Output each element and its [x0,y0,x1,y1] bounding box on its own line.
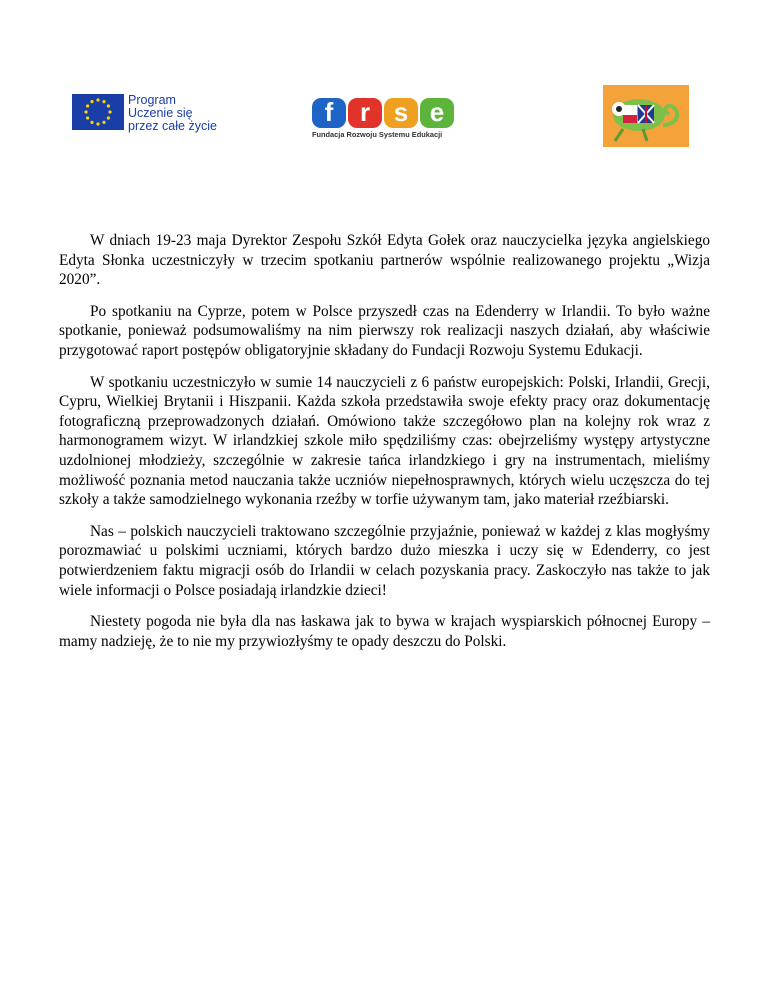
eu-star-icon [96,98,99,101]
eu-program-line-2: Uczenie się [128,106,193,120]
project-logo [603,85,689,147]
eu-star-icon [90,100,93,103]
project-chameleon-logo-icon [603,85,689,147]
frse-letter-f: f [312,98,346,128]
eu-star-icon [102,100,105,103]
paragraph-1: W dniach 19-23 maja Dyrektor Zespołu Szkół Edyta Gołek oraz nauczycielka języka angielskiego Edyta Słonka uczestniczyły w trzecim spotkaniu partnerów wspólnie realizowanego projektu „Wizja 2020”. [59,232,710,289]
article-body [59,231,710,663]
eu-star-icon [102,121,105,124]
eu-star-icon [108,110,111,113]
frse-letter-s: s [384,98,418,128]
eu-program-text [128,94,217,133]
frse-letter-r: r [348,98,382,128]
frse-caption: Fundacja Rozwoju Systemu Edukacji [312,130,443,139]
frse-letter-e: e [420,98,454,128]
eu-star-icon [86,116,89,119]
eu-star-icon [86,104,89,107]
frse-letters [312,98,458,128]
frse-logo [312,98,458,146]
eu-star-icon [107,116,110,119]
eu-star-icon [96,122,99,125]
paragraph-5: Niestety pogoda nie była dla nas łaskawa jak to bywa w krajach wyspiarskich północnej Europy – mamy nadzieję, że to nie my przywiozłyśmy te opady deszczu do Polski. [59,613,710,650]
eu-flag-icon [72,94,124,130]
eu-program-line-1: Program [128,93,176,107]
paragraph-3: W spotkaniu uczestniczyło w sumie 14 nauczycieli z 6 państw europejskich: Polski, Irlandii, Grecji, Cypru, Wielkiej Brytanii i Hiszpanii. Każda szkoła przedstawiła swoje efekty pracy oraz dokumentację fotograficzną przeprowadzonych działań. Omówiono także szczegółowo plan na kolejny rok wraz z harmonogramem wizyt. W irlandzkiej szkole miło spędziliśmy czas: obejrzeliśmy występy artystyczne uzdolnionej młodzieży, szczególnie w zakresie tańca irlandzkiego i gry na instrumentach, mieliśmy możliwość poznania metod nauczania także uczniów niepełnosprawnych, których wielu uczęszcza do tej szkoły a także samodzielnego wykonania rzeźby w torfie używanym tam, jako materiał rzeźbiarski. [59,373,710,509]
paragraph-4: Nas – polskich nauczycieli traktowano szczególnie przyjaźnie, ponieważ w każdej z klas mogłyśmy porozmawiać u polskimi uczniami, których bardzo dużo mieszka i uczy się w Edenderry, co jest potwierdzeniem faktu migracji osób do Irlandii w celach pozyskania pracy. Zaskoczyło nas także to jak wiele informacji o Polsce posiadają irlandzkie dzieci! [59,522,710,599]
eu-star-icon [90,121,93,124]
paragraph-2: Po spotkaniu na Cyprze, potem w Polsce przyszedł czas na Edenderry w Irlandii. To było ważne spotkanie, ponieważ podsumowaliśmy na nim pierwszy rok realizacji naszych działań, aby właściwie przygotować raport postępów obligatoryjnie składany do Fundacji Rozwoju Systemu Edukacji. [59,302,710,359]
eu-star-icon [84,110,87,113]
eu-program-line-3: przez całe życie [128,119,217,133]
eu-program-logo [72,94,222,136]
eu-star-icon [107,104,110,107]
